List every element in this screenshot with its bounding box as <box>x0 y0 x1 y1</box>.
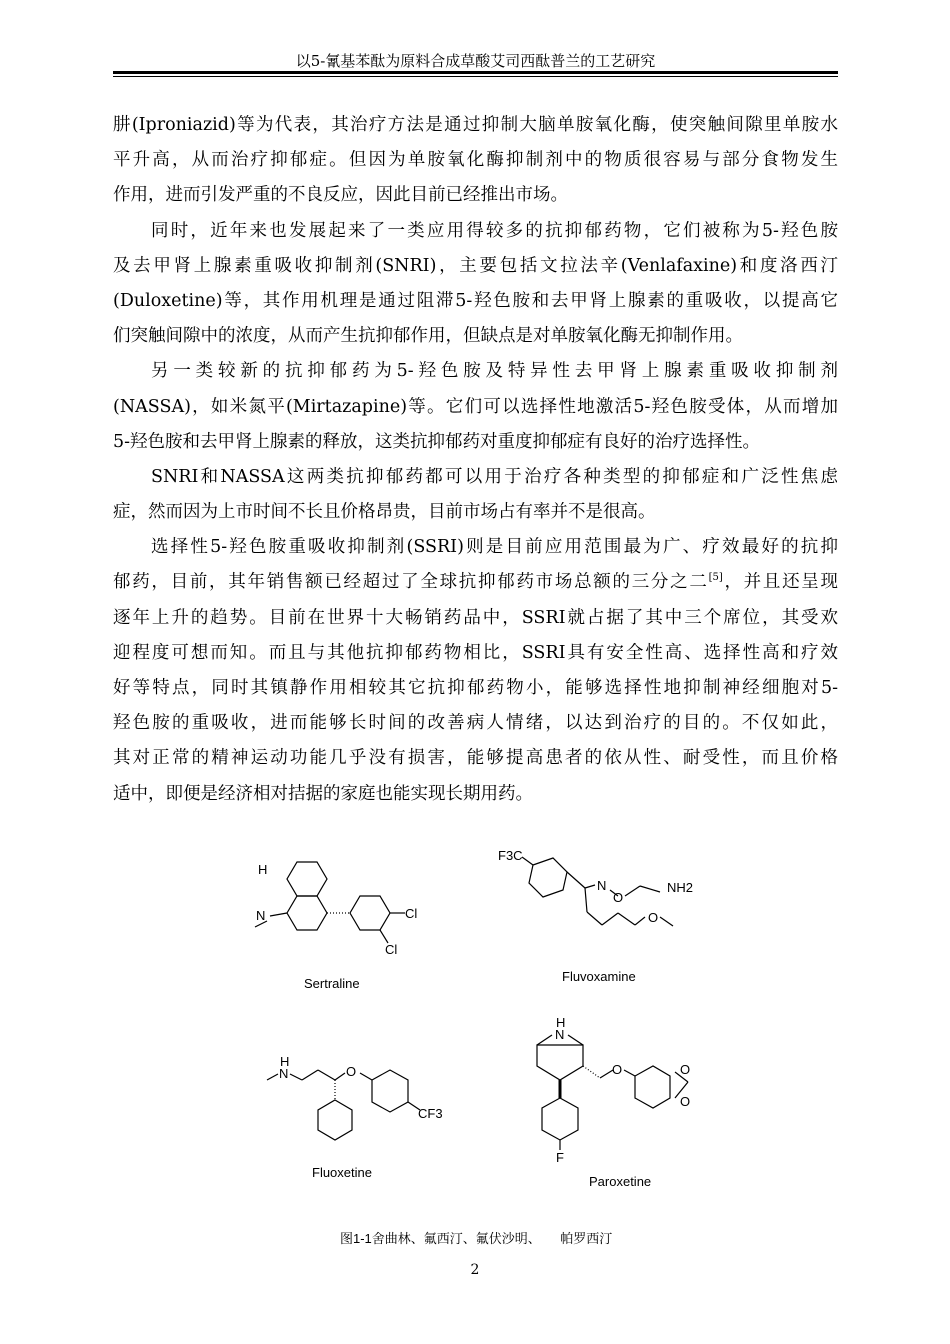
text-line: (NASSA)，如米氮平(Mirtazapine)等。它们可以选择性地激活5-羟色胺受体，从而增加 <box>113 396 838 417</box>
header-rule <box>113 71 838 74</box>
text-line: 们突触间隙中的浓度，从而产生抗抑郁作用，但缺点是对单胺氧化酶无抑制作用。 <box>113 326 743 347</box>
text-line: (Duloxetine)等，其作用机理是通过阻滞5-羟色胺和去甲肾上腺素的重吸收，以提高它 <box>113 290 838 311</box>
text-line: 选择性5-羟色胺重吸收抑制剂(SSRI)则是目前应用范围最为广、疗效最好的抗抑 <box>151 537 838 558</box>
running-header: 以5-氰基苯酞为原料合成草酸艾司西酞普兰的工艺研究 <box>295 52 656 70</box>
atom-label: O <box>612 1062 623 1077</box>
atom-label: O <box>613 890 624 905</box>
text-line: 作用，进而引发严重的不良反应，因此目前已经推出市场。 <box>113 185 568 206</box>
text-line: 另一类较新的抗抑郁药为5-羟色胺及特异性去甲肾上腺素重吸收抑制剂 <box>151 361 838 382</box>
molecule-name: Paroxetine <box>589 1174 652 1189</box>
atom-label: H <box>258 862 268 877</box>
text-line: 逐年上升的趋势。目前在世界十大畅销药品中，SSRI就占据了其中三个席位，其受欢 <box>113 607 838 628</box>
text-line: 好等特点，同时其镇静作用相较其它抗抑郁药物小，能够选择性地抑制神经细胞对5- <box>113 678 838 698</box>
text-line: 平升高，从而治疗抑郁症。但因为单胺氧化酶抑制剂中的物质很容易与部分食物发生 <box>113 150 838 171</box>
text-line: 肼(Iproniazid)等为代表，其治疗方法是通过抑制大脑单胺氧化酶，使突触间隙里单胺水 <box>113 115 838 135</box>
text-line: 及去甲肾上腺素重吸收抑制剂(SNRI)，主要包括文拉法辛(Venlafaxine)和度洛西汀 <box>113 255 838 276</box>
atom-label: O <box>680 1062 691 1077</box>
text-line: 羟色胺的重吸收，进而能够长时间的改善病人情绪，以达到治疗的目的。不仅如此， <box>113 713 838 734</box>
paragraph <box>113 354 838 460</box>
figure-structures <box>240 840 720 1200</box>
citation[interactable]: [5] <box>708 572 723 584</box>
atom-label: N <box>256 908 266 923</box>
atom-label: F <box>556 1150 564 1165</box>
text-line <box>113 565 838 600</box>
text-segment: ，并且还呈现 <box>722 572 838 593</box>
paragraph <box>113 214 838 355</box>
atom-label: N <box>597 878 607 893</box>
chemical-structures-drawing <box>240 840 720 1200</box>
atom-label: H <box>280 1054 290 1069</box>
paragraph <box>113 108 838 214</box>
page-number: 2 <box>470 1262 480 1278</box>
text-line: SNRI和NASSA这两类抗抑郁药都可以用于治疗各种类型的抑郁症和广泛性焦虑 <box>151 466 838 487</box>
atom-label: O <box>346 1064 357 1079</box>
text-line: 其对正常的精神运动功能几乎没有损害，能够提高患者的依从性、耐受性，而且价格 <box>113 748 838 769</box>
atom-label: N <box>555 1027 565 1042</box>
header-rule-thin <box>113 76 838 77</box>
fluoxetine-structure <box>267 1070 420 1140</box>
atom-label: O <box>648 910 659 925</box>
body-text <box>113 108 838 812</box>
paragraph <box>113 460 838 530</box>
atom-label: F3C <box>498 848 523 863</box>
atom-label: Cl <box>405 906 418 921</box>
text-line: 5-羟色胺和去甲肾上腺素的释放，这类抗抑郁药对重度抑郁症有良好的治疗选择性。 <box>113 431 761 452</box>
atom-label: Cl <box>385 942 398 957</box>
text-line: 症，然而因为上市时间不长且价格昂贵，目前市场占有率并不是很高。 <box>113 502 656 523</box>
text-segment: 郁药，目前，其年销售额已经超过了全球抗抑郁药市场总额的三分之二 <box>113 572 709 593</box>
sertraline-structure <box>255 862 405 943</box>
atom-label: N <box>279 1066 289 1081</box>
molecule-name: Fluoxetine <box>312 1165 372 1180</box>
paragraph <box>113 530 838 812</box>
molecule-name: Fluvoxamine <box>562 969 636 984</box>
molecule-name: Sertraline <box>304 976 360 991</box>
atom-label: H <box>556 1015 566 1030</box>
text-line: 适中，即便是经济相对拮据的家庭也能实现长期用药。 <box>113 783 533 804</box>
atom-label: O <box>680 1094 691 1109</box>
paroxetine-structure <box>537 1035 691 1150</box>
text-line: 同时，近年来也发展起来了一类应用得较多的抗抑郁药物，它们被称为5-羟色胺 <box>151 220 838 241</box>
atom-label: CF3 <box>418 1106 443 1121</box>
text-line: 迎程度可想而知。而且与其他抗抑郁药物相比，SSRI具有安全性高、选择性高和疗效 <box>113 642 838 663</box>
atom-label: NH2 <box>667 880 694 895</box>
figure-caption: 图1-1舍曲林、氟西汀、氟伏沙明、 帕罗西汀 <box>340 1231 613 1246</box>
